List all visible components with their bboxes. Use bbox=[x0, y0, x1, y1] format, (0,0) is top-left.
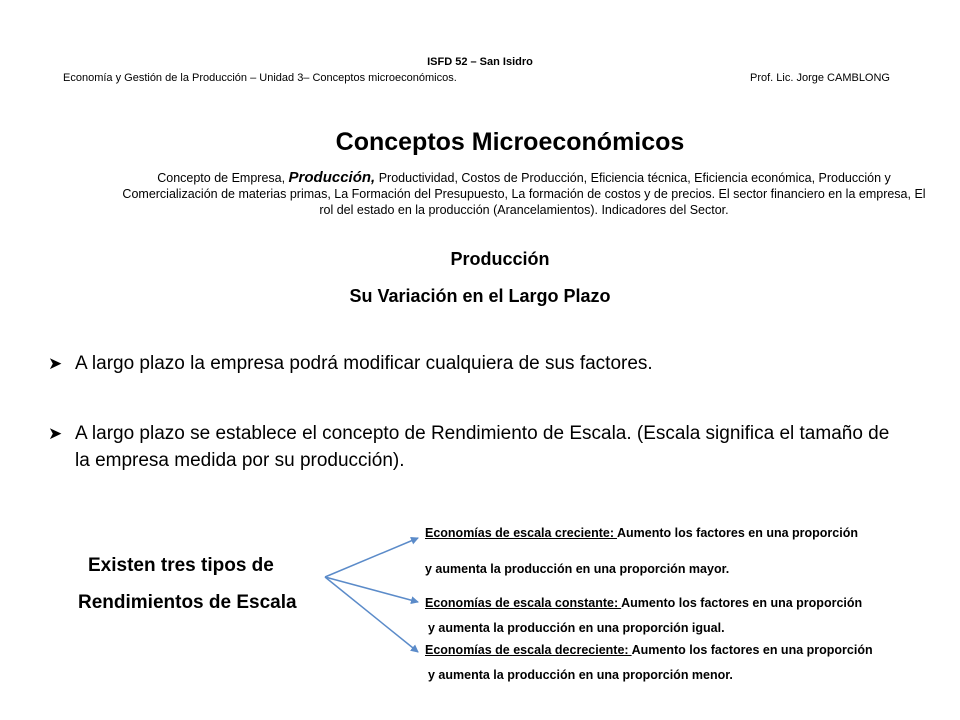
scale-type-desc: Aumento los factores en una proporción bbox=[617, 526, 858, 540]
arrow-to-creciente bbox=[325, 538, 418, 577]
arrow-bullet-icon: ➤ bbox=[48, 354, 63, 373]
arrow-to-decreciente bbox=[325, 577, 418, 652]
scale-type-creciente bbox=[425, 526, 858, 540]
scale-type-desc: Aumento los factores en una proporción bbox=[631, 643, 873, 657]
scale-type-desc: Aumento los factores en una proporción bbox=[621, 596, 863, 610]
bullet-text-2: A largo plazo se establece el concepto de Rendimiento de Escala. (Escala significa el tamaño de la empresa medida por su producción). bbox=[75, 423, 890, 471]
section-heading: Producción bbox=[450, 249, 550, 269]
arrow-to-constante bbox=[325, 577, 418, 602]
page-title: Conceptos Microeconómicos bbox=[335, 128, 685, 156]
scale-type-creciente-line2: y aumenta la producción en una proporción mayor. bbox=[425, 562, 730, 576]
arrow-bullet-icon: ➤ bbox=[48, 424, 63, 443]
scale-type-constante bbox=[425, 596, 862, 610]
scale-label-line2: Rendimientos de Escala bbox=[78, 592, 297, 613]
scale-label-line1: Existen tres tipos de bbox=[88, 555, 274, 576]
scale-type-decreciente bbox=[425, 643, 873, 657]
scale-type-constante-line2: y aumenta la producción en una proporción igual. bbox=[428, 621, 725, 635]
header-course: Economía y Gestión de la Producción – Unidad 3– Conceptos microeconómicos. bbox=[63, 72, 457, 84]
header-institute: ISFD 52 – San Isidro bbox=[427, 56, 533, 68]
scale-type-name: Economías de escala decreciente: bbox=[425, 643, 632, 657]
bullet-text-1: A largo plazo la empresa podrá modificar cualquiera de sus factores. bbox=[75, 353, 653, 374]
section-subheading: Su Variación en el Largo Plazo bbox=[349, 286, 611, 306]
topics-part2: Productividad, Costos de Producción, Eficiencia técnica, Eficiencia económica, Producción y Comercialización de materias primas, La Formación del Presupuesto, La formación de costos y de precios. El sector financiero en la empresa, El rol del estado en la producción (Arancelamientos). Indicadores del Sector. bbox=[122, 171, 926, 217]
topics-emphasis: Producción, bbox=[288, 169, 376, 186]
scale-type-name: Economías de escala creciente: bbox=[425, 526, 617, 540]
topics-part1: Concepto de Empresa, bbox=[157, 171, 289, 185]
scale-type-name: Economías de escala constante: bbox=[425, 596, 622, 610]
header-professor: Prof. Lic. Jorge CAMBLONG bbox=[750, 72, 890, 84]
scale-type-decreciente-line2: y aumenta la producción en una proporción menor. bbox=[428, 668, 733, 682]
